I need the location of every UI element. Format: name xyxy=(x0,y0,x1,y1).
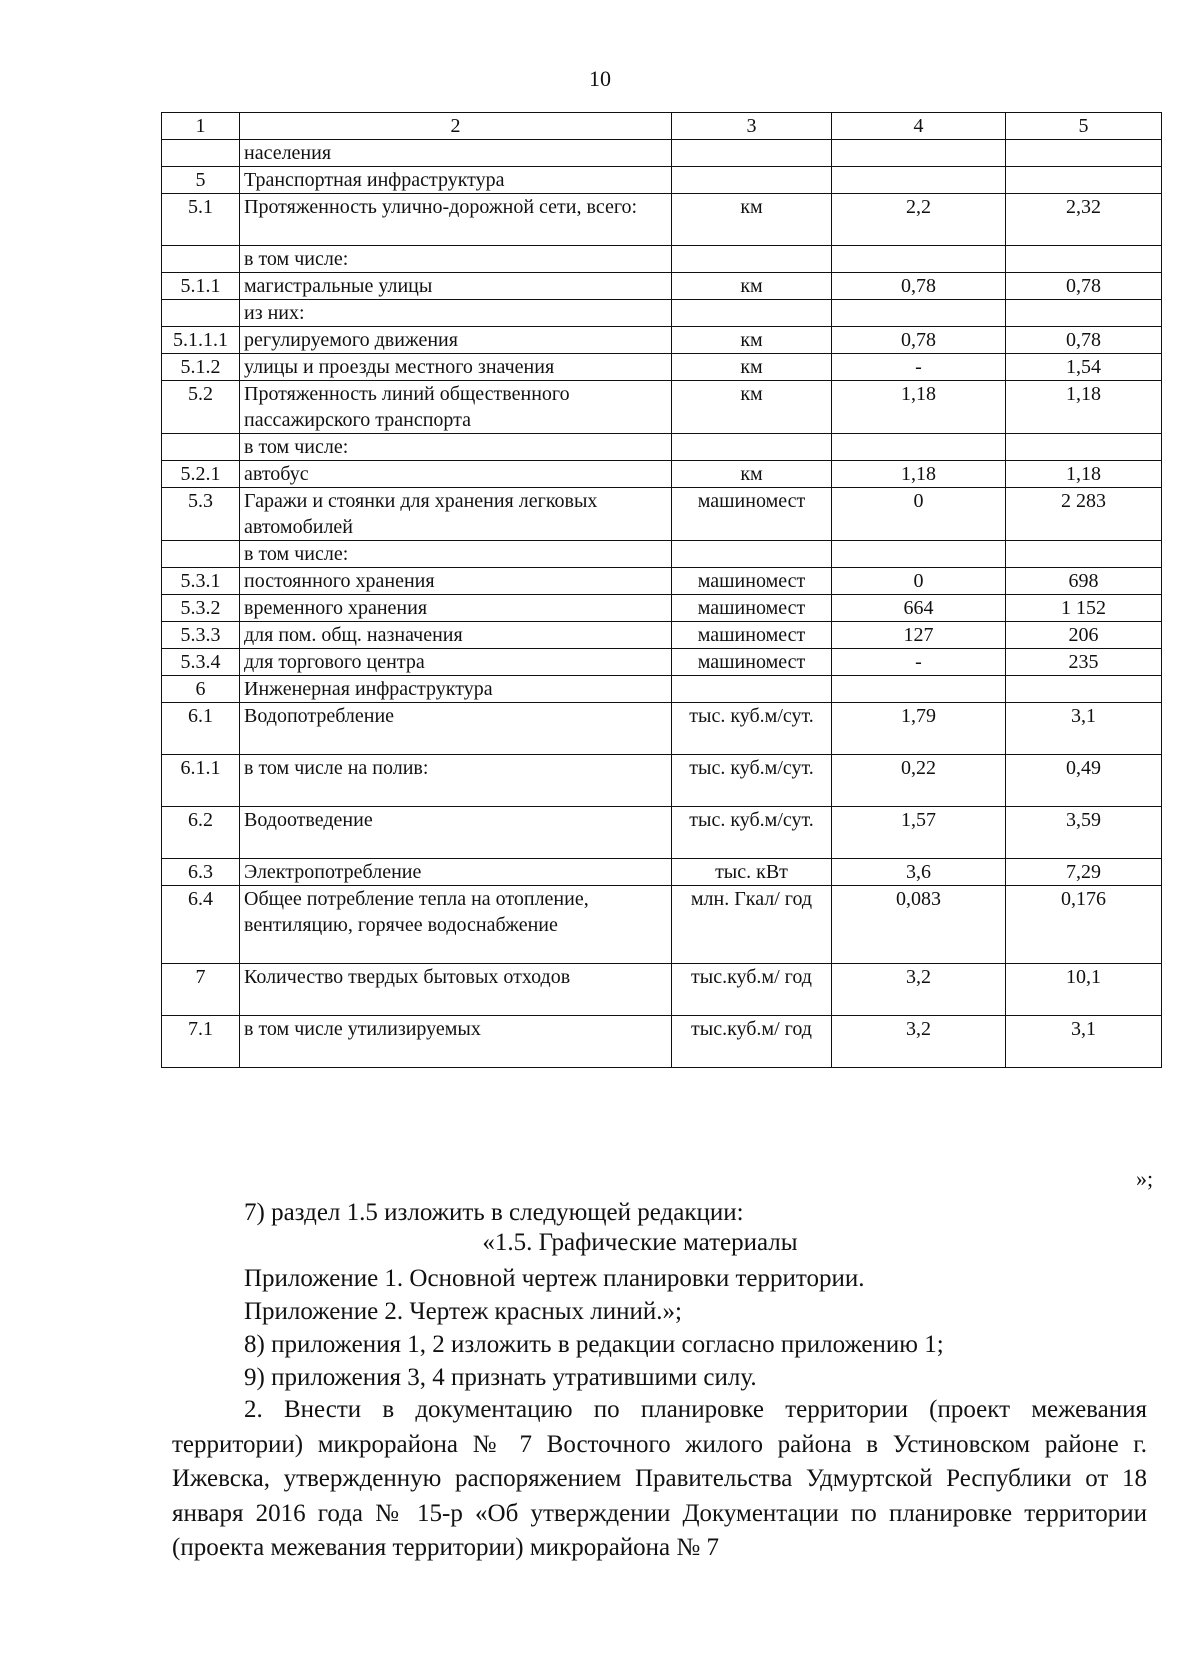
table-row xyxy=(162,300,1162,327)
row-number-cell: 7 xyxy=(162,964,240,1016)
table-row xyxy=(162,568,1162,595)
row-unit-cell: машиномест xyxy=(672,488,832,541)
table-row xyxy=(162,595,1162,622)
row-name-cell: Протяженность линий общественного пассажирского транспорта xyxy=(240,381,672,434)
row-value-projected-cell: 3,1 xyxy=(1006,1016,1162,1068)
row-name-cell: автобус xyxy=(240,461,672,488)
row-value-projected-cell: 3,1 xyxy=(1006,703,1162,755)
row-value-existing-cell xyxy=(832,434,1006,461)
row-value-projected-cell: 0,176 xyxy=(1006,886,1162,964)
row-value-existing-cell: - xyxy=(832,649,1006,676)
appendix-2-line: Приложение 2. Чертеж красных линий.»; xyxy=(244,1298,682,1325)
table-header-row xyxy=(162,113,1162,140)
row-name-cell: Протяженность улично-дорожной сети, всего: xyxy=(240,194,672,246)
row-name-cell: временного хранения xyxy=(240,595,672,622)
row-value-existing-cell xyxy=(832,246,1006,273)
row-unit-cell: машиномест xyxy=(672,649,832,676)
row-value-projected-cell: 206 xyxy=(1006,622,1162,649)
row-name-cell: Общее потребление тепла на отопление, вентиляцию, горячее водоснабжение xyxy=(240,886,672,964)
table-row xyxy=(162,327,1162,354)
section-heading: «1.5. Графические материалы xyxy=(482,1229,798,1256)
row-value-existing-cell xyxy=(832,300,1006,327)
closing-quote: »; xyxy=(1136,1166,1154,1191)
row-unit-cell: машиномест xyxy=(672,595,832,622)
row-number-cell: 5.2.1 xyxy=(162,461,240,488)
row-value-projected-cell: 698 xyxy=(1006,568,1162,595)
row-unit-cell xyxy=(672,300,832,327)
row-number-cell: 5.1.2 xyxy=(162,354,240,381)
row-name-cell: населения xyxy=(240,140,672,167)
row-name-cell: Водоотведение xyxy=(240,807,672,859)
row-number-cell xyxy=(162,434,240,461)
row-number-cell: 5 xyxy=(162,167,240,194)
row-unit-cell xyxy=(672,434,832,461)
row-value-projected-cell: 2,32 xyxy=(1006,194,1162,246)
row-value-projected-cell: 0,49 xyxy=(1006,755,1162,807)
row-name-cell: Количество твердых бытовых отходов xyxy=(240,964,672,1016)
table-row xyxy=(162,461,1162,488)
row-value-existing-cell: 1,79 xyxy=(832,703,1006,755)
header-cell: 4 xyxy=(832,113,1006,140)
row-value-projected-cell: 3,59 xyxy=(1006,807,1162,859)
row-value-existing-cell xyxy=(832,140,1006,167)
row-number-cell: 6.3 xyxy=(162,859,240,886)
row-value-existing-cell: 0,78 xyxy=(832,273,1006,300)
row-name-cell: магистральные улицы xyxy=(240,273,672,300)
page-number: 10 xyxy=(589,66,611,91)
row-value-projected-cell: 1,18 xyxy=(1006,461,1162,488)
row-value-existing-cell: 1,57 xyxy=(832,807,1006,859)
row-value-projected-cell: 1,18 xyxy=(1006,381,1162,434)
row-value-existing-cell: 3,6 xyxy=(832,859,1006,886)
row-number-cell: 6.1 xyxy=(162,703,240,755)
row-number-cell: 5.3.4 xyxy=(162,649,240,676)
table-row xyxy=(162,859,1162,886)
row-name-cell: Водопотребление xyxy=(240,703,672,755)
row-value-projected-cell: 1,54 xyxy=(1006,354,1162,381)
table-row xyxy=(162,964,1162,1016)
row-name-cell: для торгового центра xyxy=(240,649,672,676)
row-number-cell xyxy=(162,140,240,167)
row-value-existing-cell: 0,78 xyxy=(832,327,1006,354)
row-unit-cell: тыс. куб.м/сут. xyxy=(672,703,832,755)
row-unit-cell: млн. Гкал/ год xyxy=(672,886,832,964)
table-row xyxy=(162,676,1162,703)
row-value-projected-cell xyxy=(1006,676,1162,703)
row-value-existing-cell: 1,18 xyxy=(832,461,1006,488)
row-number-cell: 5.3 xyxy=(162,488,240,541)
item-9-line: 9) приложения 3, 4 признать утратившими силу. xyxy=(244,1364,757,1391)
row-number-cell: 6.4 xyxy=(162,886,240,964)
row-value-existing-cell xyxy=(832,676,1006,703)
table-row xyxy=(162,1016,1162,1068)
table-row xyxy=(162,194,1162,246)
row-unit-cell xyxy=(672,167,832,194)
row-value-projected-cell xyxy=(1006,246,1162,273)
table-row xyxy=(162,140,1162,167)
row-number-cell: 5.3.3 xyxy=(162,622,240,649)
row-value-projected-cell: 0,78 xyxy=(1006,327,1162,354)
row-unit-cell xyxy=(672,541,832,568)
row-name-cell: постоянного хранения xyxy=(240,568,672,595)
table-row xyxy=(162,354,1162,381)
table-row xyxy=(162,246,1162,273)
row-name-cell: регулируемого движения xyxy=(240,327,672,354)
header-cell: 5 xyxy=(1006,113,1162,140)
row-number-cell: 5.3.2 xyxy=(162,595,240,622)
item-8-line: 8) приложения 1, 2 изложить в редакции согласно приложению 1; xyxy=(244,1331,944,1358)
row-value-existing-cell: 0 xyxy=(832,568,1006,595)
row-value-existing-cell: 127 xyxy=(832,622,1006,649)
row-unit-cell: тыс.куб.м/ год xyxy=(672,964,832,1016)
row-value-projected-cell: 10,1 xyxy=(1006,964,1162,1016)
row-value-existing-cell: 1,18 xyxy=(832,381,1006,434)
row-name-cell: из них: xyxy=(240,300,672,327)
row-name-cell: улицы и проезды местного значения xyxy=(240,354,672,381)
table-row xyxy=(162,807,1162,859)
row-unit-cell xyxy=(672,246,832,273)
row-value-projected-cell: 235 xyxy=(1006,649,1162,676)
row-name-cell: для пом. общ. назначения xyxy=(240,622,672,649)
row-number-cell: 6.1.1 xyxy=(162,755,240,807)
row-value-existing-cell: 3,2 xyxy=(832,1016,1006,1068)
row-value-projected-cell xyxy=(1006,541,1162,568)
table-row xyxy=(162,381,1162,434)
row-number-cell: 5.1.1 xyxy=(162,273,240,300)
row-value-projected-cell xyxy=(1006,434,1162,461)
row-name-cell: в том числе: xyxy=(240,246,672,273)
row-value-existing-cell xyxy=(832,167,1006,194)
row-name-cell: в том числе: xyxy=(240,434,672,461)
row-unit-cell: км xyxy=(672,461,832,488)
header-cell: 3 xyxy=(672,113,832,140)
row-name-cell: Гаражи и стоянки для хранения легковых автомобилей xyxy=(240,488,672,541)
table-row xyxy=(162,649,1162,676)
row-value-existing-cell: - xyxy=(832,354,1006,381)
row-name-cell: в том числе на полив: xyxy=(240,755,672,807)
table-row xyxy=(162,167,1162,194)
row-unit-cell: км xyxy=(672,327,832,354)
row-number-cell xyxy=(162,541,240,568)
row-unit-cell: км xyxy=(672,354,832,381)
row-unit-cell: км xyxy=(672,273,832,300)
row-name-cell: Транспортная инфраструктура xyxy=(240,167,672,194)
row-name-cell: в том числе утилизируемых xyxy=(240,1016,672,1068)
row-unit-cell: тыс. кВт xyxy=(672,859,832,886)
row-value-projected-cell xyxy=(1006,167,1162,194)
table-row xyxy=(162,488,1162,541)
row-value-existing-cell: 3,2 xyxy=(832,964,1006,1016)
row-number-cell: 6.2 xyxy=(162,807,240,859)
row-value-projected-cell: 1 152 xyxy=(1006,595,1162,622)
row-unit-cell: машиномест xyxy=(672,622,832,649)
row-number-cell: 5.1 xyxy=(162,194,240,246)
row-unit-cell: тыс. куб.м/сут. xyxy=(672,807,832,859)
row-value-projected-cell xyxy=(1006,300,1162,327)
table-row xyxy=(162,886,1162,964)
table-row xyxy=(162,622,1162,649)
row-value-existing-cell xyxy=(832,541,1006,568)
row-unit-cell: тыс.куб.м/ год xyxy=(672,1016,832,1068)
row-name-cell: Электропотребление xyxy=(240,859,672,886)
row-unit-cell xyxy=(672,676,832,703)
appendix-1-line: Приложение 1. Основной чертеж планировки территории. xyxy=(244,1265,865,1292)
row-number-cell: 5.2 xyxy=(162,381,240,434)
table-row xyxy=(162,273,1162,300)
table-row xyxy=(162,703,1162,755)
row-unit-cell: км xyxy=(672,194,832,246)
row-value-existing-cell: 0 xyxy=(832,488,1006,541)
table-row xyxy=(162,434,1162,461)
row-number-cell xyxy=(162,246,240,273)
row-value-projected-cell: 0,78 xyxy=(1006,273,1162,300)
row-name-cell: в том числе: xyxy=(240,541,672,568)
row-unit-cell: машиномест xyxy=(672,568,832,595)
row-number-cell: 7.1 xyxy=(162,1016,240,1068)
item-7-line: 7) раздел 1.5 изложить в следующей редакции: xyxy=(244,1199,744,1226)
paragraph-2: 2. Внести в документацию по планировке территории (проект межевания территории) микрорайона № 7 Восточного жилого района в Устиновском районе г. Ижевска, утвержденную распоряжением Правительства Удмуртской Республики от 18 января 2016 года № 15-р «Об утверждении Документации по планировке территории (проекта межевания территории) микрорайона № 7 xyxy=(172,1396,1147,1561)
row-value-projected-cell: 2 283 xyxy=(1006,488,1162,541)
row-value-projected-cell xyxy=(1006,140,1162,167)
row-value-projected-cell: 7,29 xyxy=(1006,859,1162,886)
indicators-table xyxy=(161,112,1162,1068)
row-value-existing-cell: 0,083 xyxy=(832,886,1006,964)
table-row xyxy=(162,541,1162,568)
row-value-existing-cell: 2,2 xyxy=(832,194,1006,246)
row-number-cell: 5.3.1 xyxy=(162,568,240,595)
table-row xyxy=(162,755,1162,807)
row-unit-cell: тыс. куб.м/сут. xyxy=(672,755,832,807)
row-unit-cell: км xyxy=(672,381,832,434)
row-number-cell: 5.1.1.1 xyxy=(162,327,240,354)
row-value-existing-cell: 664 xyxy=(832,595,1006,622)
row-number-cell: 6 xyxy=(162,676,240,703)
header-cell: 1 xyxy=(162,113,240,140)
row-name-cell: Инженерная инфраструктура xyxy=(240,676,672,703)
row-unit-cell xyxy=(672,140,832,167)
row-value-existing-cell: 0,22 xyxy=(832,755,1006,807)
header-cell: 2 xyxy=(240,113,672,140)
row-number-cell xyxy=(162,300,240,327)
